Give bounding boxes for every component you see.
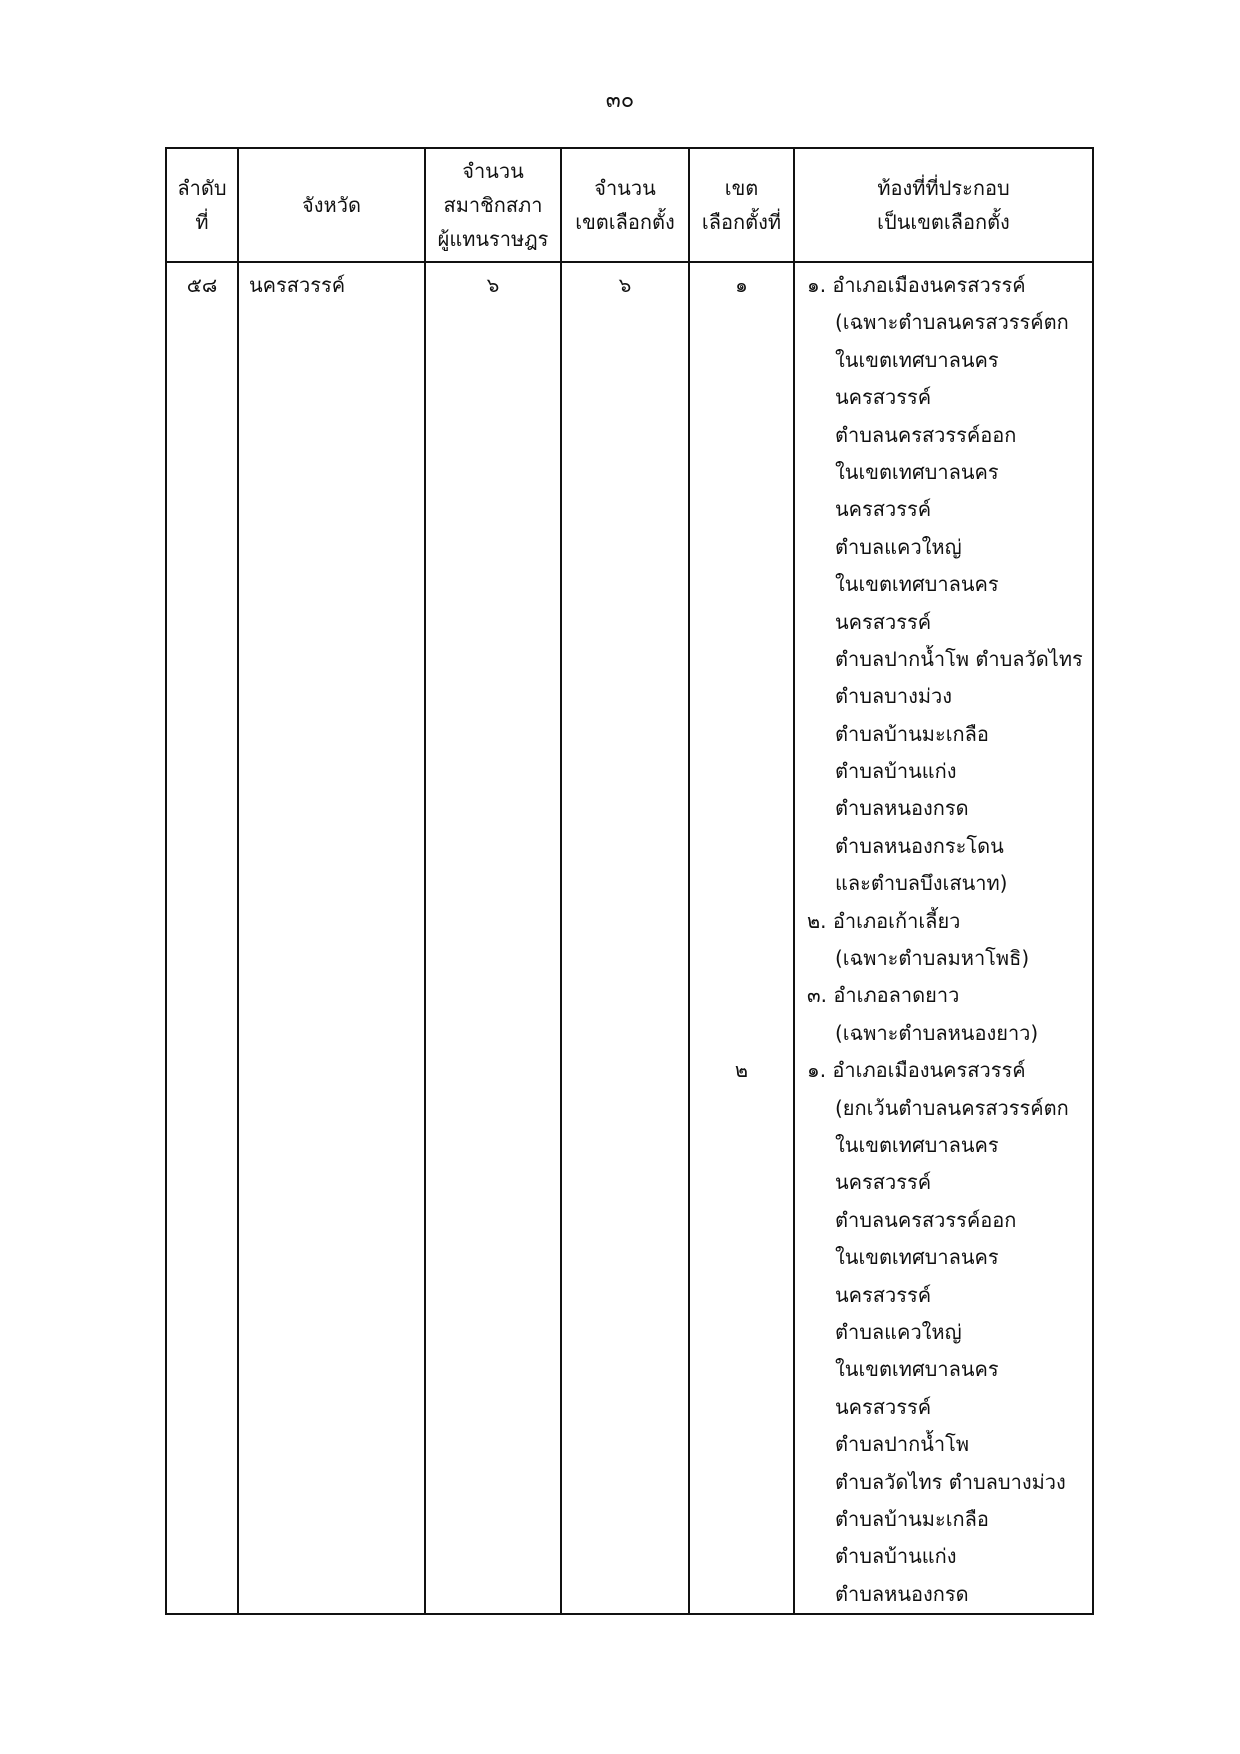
area-line: ตำบลนครสวรรค์ออก xyxy=(835,422,1017,447)
header-line: ผู้แทนราษฎร xyxy=(437,227,549,251)
area-line: (เฉพาะตำบลมหาโพธิ) xyxy=(835,946,1030,971)
order-cell: ๕๘ xyxy=(186,273,218,297)
area-line: ในเขตเทศบาลนคร xyxy=(835,1357,999,1382)
area-line: ตำบลหนองกระโดน xyxy=(835,833,1004,858)
area-line: นครสวรรค์ xyxy=(835,1282,932,1307)
district-number xyxy=(690,1052,793,1613)
area-line: ตำบลบ้านมะเกลือ xyxy=(835,721,989,746)
header-line: จังหวัด xyxy=(302,193,361,217)
header-line: จำนวน xyxy=(594,176,656,200)
area-column xyxy=(794,262,1093,1614)
area-line: นครสวรรค์ xyxy=(835,497,932,522)
area-line: ตำบลวัดไทร ตำบลบางม่วง xyxy=(835,1469,1066,1494)
district-area-block xyxy=(795,267,1092,1052)
area-line: ในเขตเทศบาลนคร xyxy=(835,459,999,484)
district-number-value: ๒ xyxy=(734,1058,749,1083)
header-line: ท้องที่ที่ประกอบ xyxy=(877,176,1010,200)
area-line: ๑. อำเภอเมืองนครสวรรค์ xyxy=(807,1058,1026,1083)
area-line: นครสวรรค์ xyxy=(835,609,932,634)
area-line: ตำบลปากน้ำโพ ตำบลวัดไทร xyxy=(835,646,1083,671)
district-number-column xyxy=(689,262,794,1614)
header-line: สมาชิกสภา xyxy=(443,193,543,217)
area-line: ตำบลหนองกรด xyxy=(835,796,969,821)
members-cell: ๖ xyxy=(486,273,500,297)
header-line: ลำดับ xyxy=(177,176,227,200)
area-line: ตำบลแควใหญ่ xyxy=(835,1319,962,1344)
header-line: เขตเลือกตั้ง xyxy=(575,210,675,234)
table-header-row xyxy=(166,148,1093,262)
area-line: ตำบลหนองกรด xyxy=(835,1581,969,1606)
area-line: ในเขตเทศบาลนคร xyxy=(835,347,999,372)
header-members xyxy=(425,148,561,262)
area-line: (ยกเว้นตำบลนครสวรรค์ตก xyxy=(835,1095,1069,1120)
area-line: และตำบลบึงเสนาท) xyxy=(835,871,1008,896)
header-line: เป็นเขตเลือกตั้ง xyxy=(877,210,1010,234)
district-count-cell: ๖ xyxy=(618,273,632,297)
area-line: ตำบลปากน้ำโพ xyxy=(835,1432,970,1457)
table-row xyxy=(166,262,1093,1614)
page-number: ๓๐ xyxy=(605,88,635,113)
area-line: ตำบลบ้านมะเกลือ xyxy=(835,1506,989,1531)
area-line: นครสวรรค์ xyxy=(835,1394,932,1419)
area-line: ในเขตเทศบาลนคร xyxy=(835,1132,999,1157)
area-line: ตำบลบ้านแก่ง xyxy=(835,1544,957,1569)
header-province xyxy=(238,148,425,262)
area-line: ตำบลแควใหญ่ xyxy=(835,534,962,559)
header-line: จำนวน xyxy=(462,159,524,183)
header-order xyxy=(166,148,238,262)
header-line: ที่ xyxy=(195,210,209,234)
header-district-count xyxy=(561,148,689,262)
province-cell: นครสวรรค์ xyxy=(249,273,346,297)
area-line: นครสวรรค์ xyxy=(835,1170,932,1195)
area-line: ตำบลบางม่วง xyxy=(835,684,953,709)
constituency-table xyxy=(165,147,1094,1615)
header-area xyxy=(794,148,1093,262)
district-number xyxy=(690,267,793,1052)
header-district-number xyxy=(689,148,794,262)
area-line: ๒. อำเภอเก้าเลี้ยว xyxy=(807,908,961,933)
area-line: นครสวรรค์ xyxy=(835,385,932,410)
area-line: (เฉพาะตำบลนครสวรรค์ตก xyxy=(835,310,1069,335)
area-line: ๓. อำเภอลาดยาว xyxy=(807,983,960,1008)
area-line: ในเขตเทศบาลนคร xyxy=(835,572,999,597)
header-line: เขต xyxy=(724,176,759,200)
district-area-block xyxy=(795,1052,1092,1613)
area-line: (เฉพาะตำบลหนองยาว) xyxy=(835,1020,1039,1045)
area-line: ตำบลบ้านแก่ง xyxy=(835,759,957,784)
area-line: ตำบลนครสวรรค์ออก xyxy=(835,1207,1017,1232)
header-line: เลือกตั้งที่ xyxy=(701,210,782,234)
area-line: ในเขตเทศบาลนคร xyxy=(835,1245,999,1270)
area-line: ๑. อำเภอเมืองนครสวรรค์ xyxy=(807,273,1026,297)
district-number-value: ๑ xyxy=(735,273,748,297)
